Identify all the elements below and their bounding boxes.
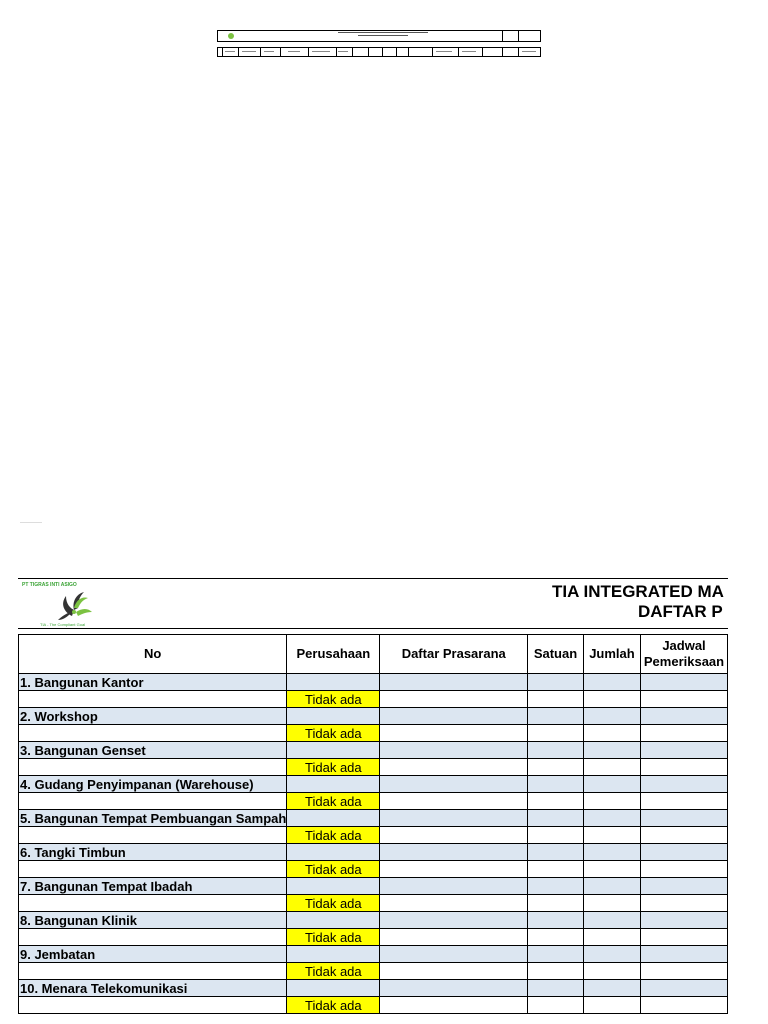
- table-cell[interactable]: [380, 946, 528, 963]
- prasarana-table: [18, 634, 728, 1014]
- table-cell[interactable]: [19, 759, 287, 776]
- status-row: [19, 895, 728, 912]
- section-label-cell: [19, 878, 287, 895]
- table-cell[interactable]: [583, 861, 640, 878]
- table-cell[interactable]: [528, 997, 584, 1014]
- section-label: 3. Bangunan Genset: [20, 742, 146, 758]
- section-label-cell: [19, 810, 287, 827]
- table-cell[interactable]: [641, 810, 728, 827]
- table-cell[interactable]: [641, 674, 728, 691]
- table-cell[interactable]: [287, 912, 380, 929]
- table-cell[interactable]: [528, 912, 584, 929]
- table-cell[interactable]: [380, 674, 528, 691]
- status-row: [19, 963, 728, 980]
- table-cell[interactable]: [380, 759, 528, 776]
- table-cell[interactable]: [19, 963, 287, 980]
- table-cell[interactable]: [287, 878, 380, 895]
- header-perusahaan: Perusahaan: [287, 635, 380, 674]
- section-row: [19, 776, 728, 793]
- table-cell[interactable]: [583, 827, 640, 844]
- table-cell[interactable]: [583, 708, 640, 725]
- table-cell[interactable]: [287, 742, 380, 759]
- table-cell[interactable]: [287, 708, 380, 725]
- table-cell[interactable]: [583, 776, 640, 793]
- section-label: 6. Tangki Timbun: [20, 844, 126, 860]
- header-daftar-prasarana: Daftar Prasarana: [380, 635, 528, 674]
- section-row: [19, 674, 728, 691]
- table-cell[interactable]: [583, 759, 640, 776]
- table-cell[interactable]: [528, 861, 584, 878]
- section-row: [19, 810, 728, 827]
- table-cell[interactable]: [528, 810, 584, 827]
- table-cell[interactable]: [641, 708, 728, 725]
- company-slogan: TIA - The Compliant Goal: [40, 622, 86, 627]
- table-cell[interactable]: [380, 742, 528, 759]
- table-cell[interactable]: [583, 674, 640, 691]
- table-cell[interactable]: [641, 980, 728, 997]
- company-name: PT TIGRAS INTI ASIGO: [22, 582, 77, 588]
- table-cell[interactable]: [641, 946, 728, 963]
- table-cell[interactable]: [528, 895, 584, 912]
- table-cell[interactable]: [583, 844, 640, 861]
- table-cell[interactable]: [380, 929, 528, 946]
- table-cell[interactable]: [380, 997, 528, 1014]
- section-row: [19, 844, 728, 861]
- status-cell[interactable]: Tidak ada: [287, 691, 380, 708]
- table-cell[interactable]: [528, 878, 584, 895]
- table-cell[interactable]: [287, 844, 380, 861]
- status-cell[interactable]: Tidak ada: [287, 929, 380, 946]
- section-label: 9. Jembatan: [20, 946, 96, 962]
- status-cell[interactable]: Tidak ada: [287, 793, 380, 810]
- table-cell[interactable]: [583, 929, 640, 946]
- table-cell[interactable]: [641, 827, 728, 844]
- status-cell[interactable]: Tidak ada: [287, 827, 380, 844]
- table-cell[interactable]: [19, 861, 287, 878]
- document-subtitle: DAFTAR P: [638, 602, 723, 621]
- section-label-cell: [19, 844, 287, 861]
- table-cell[interactable]: [528, 742, 584, 759]
- section-label-cell: [19, 708, 287, 725]
- table-cell[interactable]: [641, 793, 728, 810]
- table-cell[interactable]: [641, 963, 728, 980]
- table-cell[interactable]: [380, 895, 528, 912]
- header-bottom-border: [18, 628, 728, 629]
- section-row: [19, 980, 728, 997]
- table-cell[interactable]: [583, 725, 640, 742]
- thumbnail-header-cell: [518, 31, 541, 41]
- thumbnail-title-line: [338, 32, 428, 33]
- table-cell[interactable]: [287, 946, 380, 963]
- table-cell[interactable]: [583, 997, 640, 1014]
- section-label: 5. Bangunan Tempat Pembuangan Sampah: [20, 810, 287, 826]
- section-row: [19, 878, 728, 895]
- table-cell[interactable]: [380, 912, 528, 929]
- table-cell[interactable]: [19, 691, 287, 708]
- status-row: [19, 793, 728, 810]
- status-row: [19, 997, 728, 1014]
- table-cell[interactable]: [641, 844, 728, 861]
- table-cell[interactable]: [583, 793, 640, 810]
- table-cell[interactable]: [528, 708, 584, 725]
- status-row: [19, 691, 728, 708]
- table-cell[interactable]: [641, 878, 728, 895]
- table-cell[interactable]: [380, 878, 528, 895]
- table-cell[interactable]: [583, 963, 640, 980]
- table-cell[interactable]: [380, 980, 528, 997]
- section-label: 2. Workshop: [20, 708, 98, 724]
- section-row: [19, 708, 728, 725]
- section-label-cell: [19, 912, 287, 929]
- table-cell[interactable]: [19, 793, 287, 810]
- status-row: [19, 929, 728, 946]
- table-cell[interactable]: [287, 776, 380, 793]
- section-row: [19, 912, 728, 929]
- table-cell[interactable]: [528, 929, 584, 946]
- status-row: [19, 725, 728, 742]
- thumbnail-table-header: [217, 47, 541, 57]
- status-cell[interactable]: Tidak ada: [287, 895, 380, 912]
- tia-logo-icon: [52, 586, 94, 622]
- section-label: 4. Gudang Penyimpanan (Warehouse): [20, 776, 254, 792]
- table-cell[interactable]: [380, 793, 528, 810]
- table-cell[interactable]: [641, 912, 728, 929]
- table-cell[interactable]: [380, 861, 528, 878]
- table-cell[interactable]: [641, 742, 728, 759]
- status-cell[interactable]: Tidak ada: [287, 861, 380, 878]
- thumbnail-header-cell: [502, 31, 519, 41]
- table-cell[interactable]: [380, 691, 528, 708]
- table-cell[interactable]: [641, 691, 728, 708]
- thumbnail-header: [217, 30, 541, 42]
- table-cell[interactable]: [380, 725, 528, 742]
- header-no: No: [19, 635, 287, 674]
- section-label: 1. Bangunan Kantor: [20, 674, 144, 690]
- table-cell[interactable]: [583, 946, 640, 963]
- table-cell[interactable]: [287, 674, 380, 691]
- section-row: [19, 742, 728, 759]
- table-cell[interactable]: [583, 878, 640, 895]
- section-label: 7. Bangunan Tempat Ibadah: [20, 878, 193, 894]
- section-label-cell: [19, 674, 287, 691]
- table-cell[interactable]: [583, 810, 640, 827]
- table-cell[interactable]: [528, 793, 584, 810]
- section-row: [19, 946, 728, 963]
- table-cell[interactable]: [528, 674, 584, 691]
- table-cell[interactable]: [641, 895, 728, 912]
- table-cell[interactable]: [380, 963, 528, 980]
- table-cell[interactable]: [583, 980, 640, 997]
- table-cell[interactable]: [641, 759, 728, 776]
- table-cell[interactable]: [528, 980, 584, 997]
- table-cell[interactable]: [528, 759, 584, 776]
- table-cell[interactable]: [583, 742, 640, 759]
- status-cell[interactable]: Tidak ada: [287, 963, 380, 980]
- table-cell[interactable]: [19, 827, 287, 844]
- section-label: 8. Bangunan Klinik: [20, 912, 138, 928]
- thumbnail-subtitle-line: [358, 35, 408, 36]
- table-cell[interactable]: [528, 844, 584, 861]
- table-cell[interactable]: [641, 725, 728, 742]
- table-cell[interactable]: [528, 963, 584, 980]
- document-page: [18, 578, 728, 1024]
- document-title: TIA INTEGRATED MA: [552, 582, 724, 601]
- table-cell[interactable]: [380, 776, 528, 793]
- table-cell[interactable]: [287, 810, 380, 827]
- table-cell[interactable]: [583, 691, 640, 708]
- table-cell[interactable]: [380, 708, 528, 725]
- table-cell[interactable]: [287, 980, 380, 997]
- table-cell[interactable]: [641, 861, 728, 878]
- table-cell[interactable]: [528, 725, 584, 742]
- table-cell[interactable]: [19, 997, 287, 1014]
- header-top-border: [18, 578, 728, 579]
- header-jumlah: Jumlah: [583, 635, 640, 674]
- section-label: 10. Menara Telekomunikasi: [20, 980, 188, 996]
- table-cell[interactable]: [583, 912, 640, 929]
- status-cell[interactable]: Tidak ada: [287, 759, 380, 776]
- status-row: [19, 827, 728, 844]
- table-cell[interactable]: [528, 776, 584, 793]
- status-cell[interactable]: Tidak ada: [287, 725, 380, 742]
- table-header-row: [19, 635, 728, 674]
- section-label-cell: [19, 946, 287, 963]
- table-cell[interactable]: [380, 844, 528, 861]
- section-label-cell: [19, 776, 287, 793]
- status-row: [19, 861, 728, 878]
- table-cell[interactable]: [641, 997, 728, 1014]
- table-cell[interactable]: [19, 725, 287, 742]
- status-cell[interactable]: Tidak ada: [287, 997, 380, 1014]
- thumbnail-logo-icon: [228, 33, 234, 39]
- status-row: [19, 759, 728, 776]
- table-cell[interactable]: [641, 776, 728, 793]
- divider: [20, 522, 42, 523]
- table-cell[interactable]: [641, 929, 728, 946]
- page-thumbnail: [217, 30, 541, 58]
- header-satuan: Satuan: [528, 635, 584, 674]
- table-cell[interactable]: [528, 691, 584, 708]
- header-jadwal-pemeriksaan: Jadwal Pemeriksaan: [641, 635, 728, 674]
- table-cell[interactable]: [528, 827, 584, 844]
- table-cell[interactable]: [528, 946, 584, 963]
- table-cell[interactable]: [380, 827, 528, 844]
- table-cell[interactable]: [19, 895, 287, 912]
- section-label-cell: [19, 742, 287, 759]
- table-cell[interactable]: [19, 929, 287, 946]
- table-cell[interactable]: [583, 895, 640, 912]
- section-label-cell: [19, 980, 287, 997]
- table-cell[interactable]: [380, 810, 528, 827]
